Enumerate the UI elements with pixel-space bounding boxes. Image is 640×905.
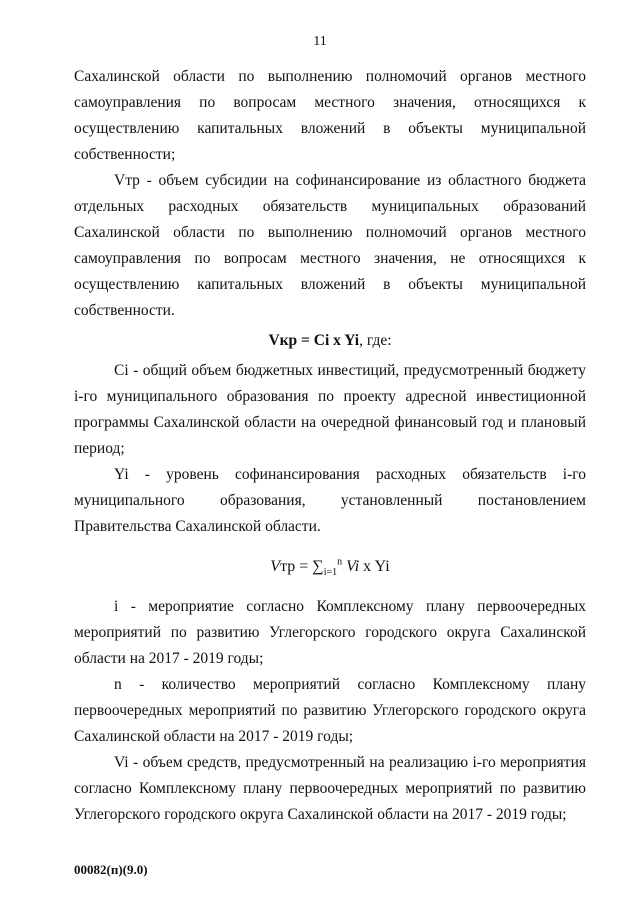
- formula-vtr-lhs: V: [270, 558, 281, 575]
- definition-yi: Yi - уровень софинансирования расходных обязательств i-го муниципального образования, установленный постановлением Правительства Сахалинской области.: [74, 466, 586, 535]
- formula-vtr-sum-upper: n: [337, 556, 343, 568]
- formula-vtr-term: Vi: [346, 558, 360, 575]
- formula-vkr-suffix: , где:: [359, 332, 392, 349]
- page-number: 11: [313, 34, 327, 49]
- document-code-footer: 00082(п)(9.0): [74, 862, 148, 877]
- formula-vtr: [74, 554, 586, 580]
- document-body: [74, 64, 586, 828]
- definition-n: n - количество мероприятий согласно Комплексному плану первоочередных мероприятий по развитию Углегорского городского округа Сахалинской области на 2017 - 2019 годы;: [74, 676, 586, 745]
- definition-i: i - мероприятие согласно Комплексному плану первоочередных мероприятий по развитию Углегорского городского округа Сахалинской области на 2017 - 2019 годы;: [74, 598, 586, 667]
- paragraph-vtr-definition: Vтр - объем субсидии на софинансирование из областного бюджета отдельных расходных обязательств муниципальных образований Сахалинской области по выполнению полномочий органов местного самоуправления по вопросам местного значения, не относящихся к осуществлению капитальных вложений в объекты муниципальной собственности.: [74, 172, 586, 319]
- formula-vkr-expression: Vкр = Ci x Yi: [268, 332, 360, 349]
- formula-vtr-sum-symbol: ∑: [312, 558, 324, 575]
- definition-vi: Vi - объем средств, предусмотренный на реализацию i-го мероприятия согласно Комплексному плану первоочередных мероприятий по развитию Углегорского городского округа Сахалинской области на 2017 - 2019 годы;: [74, 754, 586, 823]
- definition-ci: Ci - общий объем бюджетных инвестиций, предусмотренный бюджету i-го муниципального образования по проекту адресной инвестиционной программы Сахалинской области на очередной финансовый год и плановый период;: [74, 362, 586, 457]
- formula-vtr-equals: =: [295, 558, 313, 575]
- formula-vkr: [74, 328, 586, 354]
- formula-vtr-suffix: x Yi: [359, 558, 390, 575]
- formula-vtr-sum-lower: i=1: [323, 567, 338, 579]
- formula-vtr-lhs-sub: тр: [280, 558, 296, 575]
- paragraph-continued: Сахалинской области по выполнению полномочий органов местного самоуправления по вопросам местного значения, относящихся к осуществлению капитальных вложений в объекты муниципальной собственности;: [74, 68, 586, 163]
